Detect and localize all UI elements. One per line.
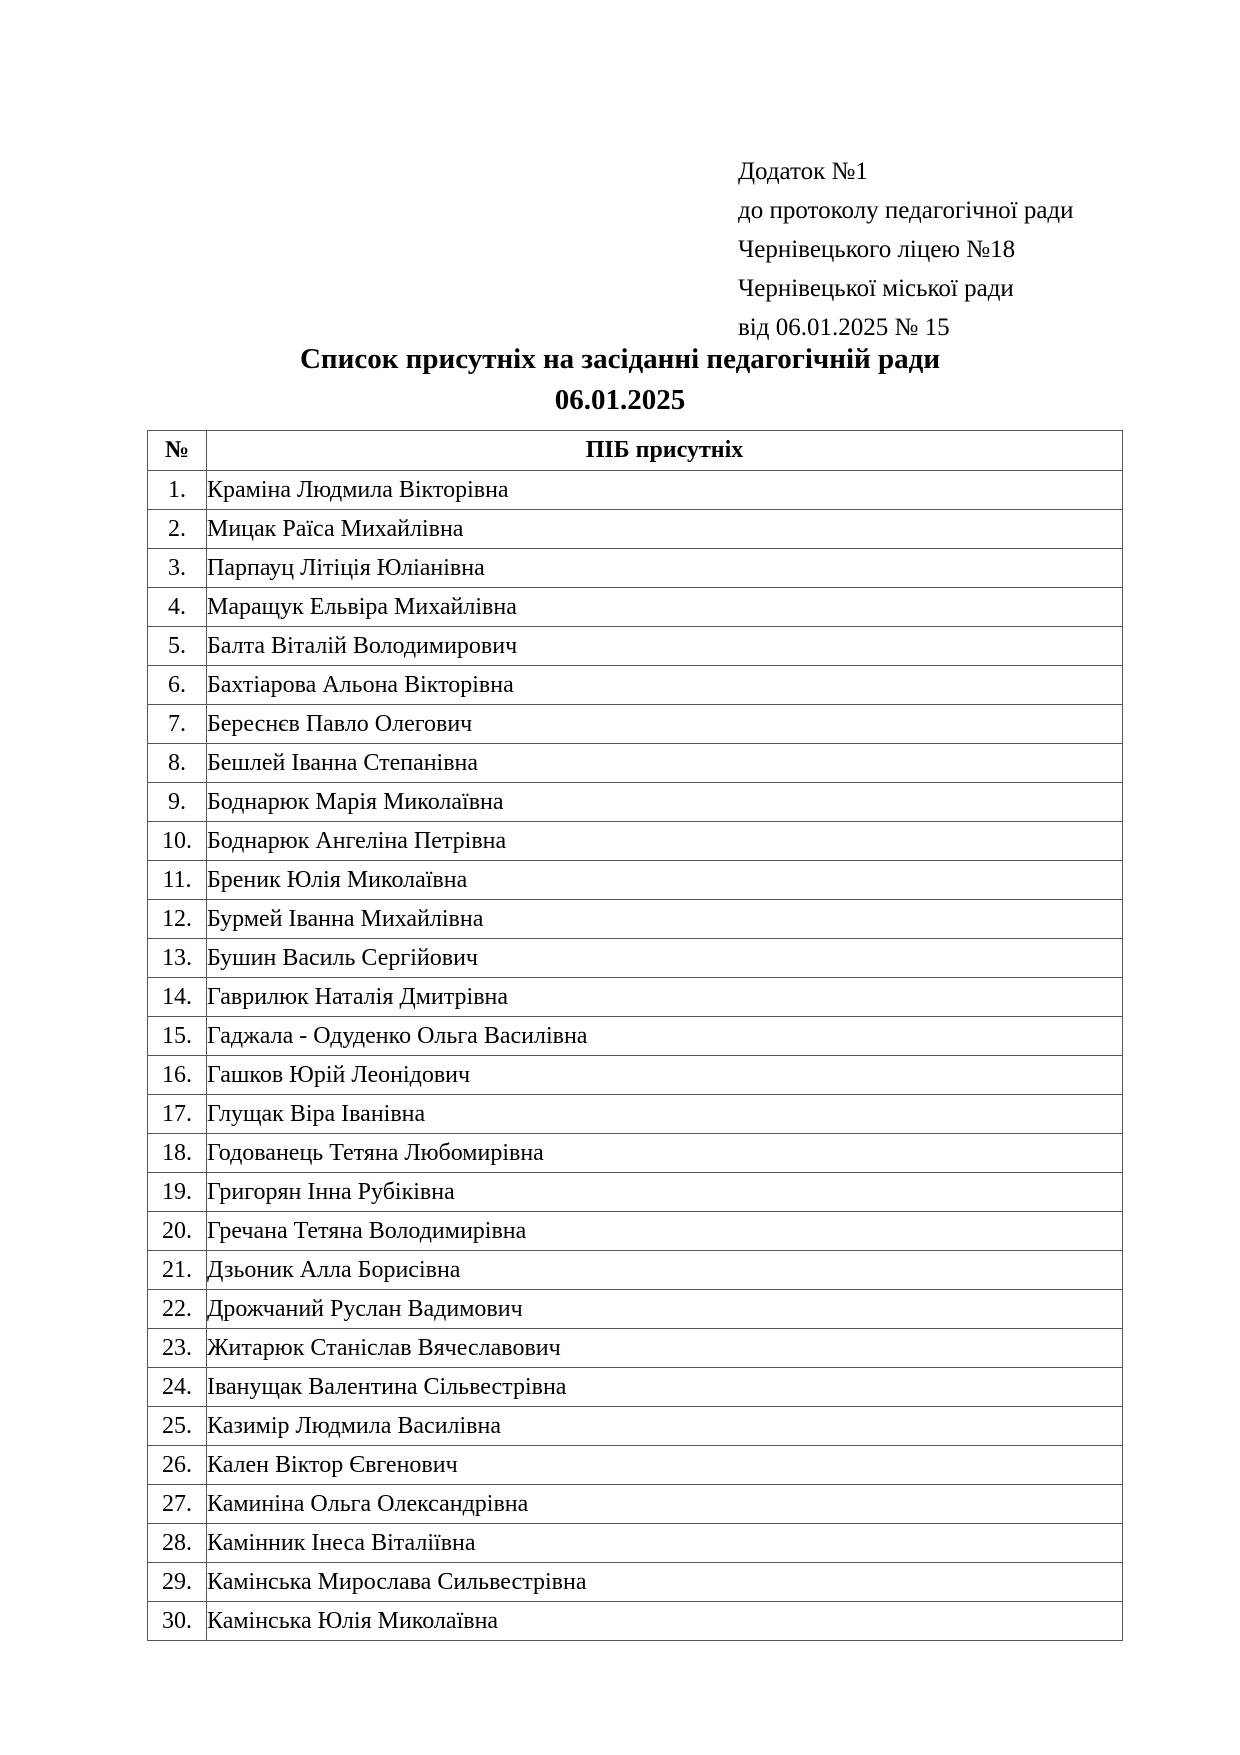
row-number: 6. xyxy=(148,666,207,705)
document-date: 06.01.2025 xyxy=(554,384,686,416)
annex-line: від 06.01.2025 № 15 xyxy=(738,314,950,341)
table-row xyxy=(148,900,1123,939)
attendee-name: Годованець Тетяна Любомирівна xyxy=(207,1134,1123,1173)
row-number: 21. xyxy=(148,1251,207,1290)
attendee-name: Гаврилюк Наталія Дмитрівна xyxy=(207,978,1123,1017)
table-row xyxy=(148,939,1123,978)
row-number: 1. xyxy=(148,471,207,510)
attendee-name: Балта Віталій Володимирович xyxy=(207,627,1123,666)
attendee-name: Гашков Юрій Леонідович xyxy=(207,1056,1123,1095)
attendee-name: Гаджала - Одуденко Ольга Василівна xyxy=(207,1017,1123,1056)
attendee-name: Бреник Юлія Миколаївна xyxy=(207,861,1123,900)
table-row xyxy=(148,666,1123,705)
table-row xyxy=(148,1368,1123,1407)
row-number: 7. xyxy=(148,705,207,744)
row-number: 10. xyxy=(148,822,207,861)
attendee-name: Бахтіарова Альона Вікторівна xyxy=(207,666,1123,705)
row-number: 26. xyxy=(148,1446,207,1485)
row-number: 12. xyxy=(148,900,207,939)
table-row xyxy=(148,510,1123,549)
row-number: 8. xyxy=(148,744,207,783)
attendee-name: Береснєв Павло Олегович xyxy=(207,705,1123,744)
row-number: 3. xyxy=(148,549,207,588)
row-number: 29. xyxy=(148,1563,207,1602)
attendee-name: Бурмей Іванна Михайлівна xyxy=(207,900,1123,939)
table-row xyxy=(148,1056,1123,1095)
attendees-table xyxy=(147,430,1123,1641)
attendee-name: Боднарюк Марія Миколаївна xyxy=(207,783,1123,822)
table-row xyxy=(148,471,1123,510)
table-row xyxy=(148,549,1123,588)
attendee-name: Дрожчаний Руслан Вадимович xyxy=(207,1290,1123,1329)
annex-line: Чернівецької міської ради xyxy=(738,275,1014,302)
attendee-name: Григорян Інна Рубіківна xyxy=(207,1173,1123,1212)
row-number: 4. xyxy=(148,588,207,627)
row-number: 5. xyxy=(148,627,207,666)
table-row xyxy=(148,627,1123,666)
annex-header xyxy=(738,152,1074,347)
attendee-name: Краміна Людмила Вікторівна xyxy=(207,471,1123,510)
attendee-name: Парпауц Літіція Юліанівна xyxy=(207,549,1123,588)
attendee-name: Каминіна Ольга Олександрівна xyxy=(207,1485,1123,1524)
row-number: 16. xyxy=(148,1056,207,1095)
row-number: 15. xyxy=(148,1017,207,1056)
attendee-name: Кален Віктор Євгенович xyxy=(207,1446,1123,1485)
table-row xyxy=(148,705,1123,744)
attendee-name: Боднарюк Ангеліна Петрівна xyxy=(207,822,1123,861)
column-header-name: ПІБ присутніх xyxy=(207,431,1123,471)
attendee-name: Глущак Віра Іванівна xyxy=(207,1095,1123,1134)
table-row xyxy=(148,783,1123,822)
attendee-name: Мицак Раїса Михайлівна xyxy=(207,510,1123,549)
table-row xyxy=(148,1524,1123,1563)
attendee-name: Маращук Ельвіра Михайлівна xyxy=(207,588,1123,627)
table-row xyxy=(148,1563,1123,1602)
table-row xyxy=(148,822,1123,861)
table-row xyxy=(148,1290,1123,1329)
table-row xyxy=(148,1134,1123,1173)
attendee-name: Камінник Інеса Віталіївна xyxy=(207,1524,1123,1563)
attendee-name: Камінська Юлія Миколаївна xyxy=(207,1602,1123,1641)
row-number: 17. xyxy=(148,1095,207,1134)
table-row xyxy=(148,1173,1123,1212)
table-row xyxy=(148,1329,1123,1368)
table-row xyxy=(148,744,1123,783)
row-number: 20. xyxy=(148,1212,207,1251)
attendee-name: Бешлей Іванна Степанівна xyxy=(207,744,1123,783)
table-row xyxy=(148,1095,1123,1134)
table-header-row xyxy=(148,431,1123,471)
row-number: 9. xyxy=(148,783,207,822)
row-number: 22. xyxy=(148,1290,207,1329)
annex-line: Чернівецького ліцею №18 xyxy=(738,236,1016,263)
table-row xyxy=(148,1446,1123,1485)
attendee-name: Казимір Людмила Василівна xyxy=(207,1407,1123,1446)
attendee-name: Дзьоник Алла Борисівна xyxy=(207,1251,1123,1290)
row-number: 18. xyxy=(148,1134,207,1173)
row-number: 2. xyxy=(148,510,207,549)
table-row xyxy=(148,588,1123,627)
attendee-name: Гречана Тетяна Володимирівна xyxy=(207,1212,1123,1251)
row-number: 11. xyxy=(148,861,207,900)
row-number: 25. xyxy=(148,1407,207,1446)
annex-line: Додаток №1 xyxy=(738,158,868,185)
row-number: 19. xyxy=(148,1173,207,1212)
table-row xyxy=(148,1251,1123,1290)
table-row xyxy=(148,978,1123,1017)
table-row xyxy=(148,1485,1123,1524)
table-row xyxy=(148,861,1123,900)
document-title: Список присутніх на засіданні педагогічній ради xyxy=(299,343,941,375)
row-number: 27. xyxy=(148,1485,207,1524)
row-number: 23. xyxy=(148,1329,207,1368)
row-number: 28. xyxy=(148,1524,207,1563)
table-row xyxy=(148,1212,1123,1251)
attendee-name: Бушин Василь Сергійович xyxy=(207,939,1123,978)
table-row xyxy=(148,1602,1123,1641)
row-number: 24. xyxy=(148,1368,207,1407)
table-row xyxy=(148,1407,1123,1446)
row-number: 13. xyxy=(148,939,207,978)
attendee-name: Іванущак Валентина Сільвестрівна xyxy=(207,1368,1123,1407)
attendee-name: Камінська Мирослава Сильвестрівна xyxy=(207,1563,1123,1602)
attendee-name: Житарюк Станіслав Вячеславович xyxy=(207,1329,1123,1368)
annex-line: до протоколу педагогічної ради xyxy=(738,197,1074,224)
column-header-number: № xyxy=(148,431,207,471)
table-row xyxy=(148,1017,1123,1056)
row-number: 30. xyxy=(148,1602,207,1641)
row-number: 14. xyxy=(148,978,207,1017)
